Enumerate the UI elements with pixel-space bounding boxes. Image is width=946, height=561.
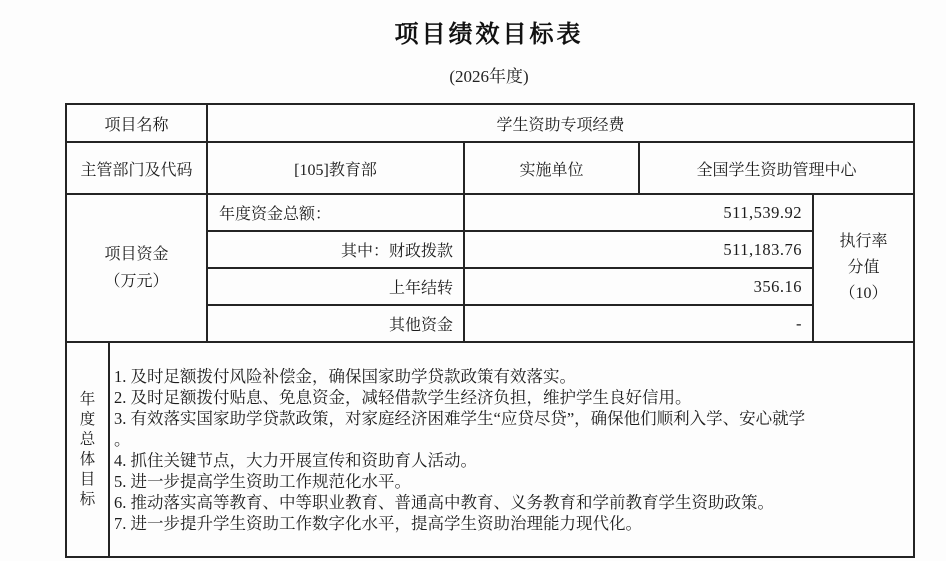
goal-line-3: 3. 有效落实国家助学贷款政策，对家庭经济困难学生“应贷尽贷”，确保他们顺利入学、安心就学 — [114, 408, 806, 428]
goal-line-5: 5. 进一步提高学生资助工作规范化水平。 — [114, 471, 411, 491]
goal-line-4: 4. 抓住关键节点，大力开展宣传和资助育人活动。 — [114, 450, 477, 470]
annual-goals-content-cell — [109, 342, 914, 557]
annual-goals-label-cell — [66, 342, 109, 557]
goals-label-char: 标 — [79, 490, 96, 508]
execution-rate-score-cell — [813, 194, 914, 342]
goals-label-char: 总 — [79, 430, 96, 448]
department-value-cell: [105]教育部 — [207, 142, 464, 194]
score-line2: 分值 — [847, 259, 880, 276]
department-label-cell: 主管部门及代码 — [66, 142, 207, 194]
annual-goals-row — [66, 342, 914, 557]
goal-line-2: 2. 及时足额拨付贴息、免息资金，减轻借款学生经济负担，维护学生良好信用。 — [114, 387, 692, 407]
funding-carryover-label-cell: 上年结转 — [207, 268, 464, 305]
goals-label-char: 度 — [79, 410, 96, 428]
impl-unit-value-cell: 全国学生资助管理中心 — [639, 142, 914, 194]
funding-fiscal-label-cell: 其中：财政拨款 — [207, 231, 464, 268]
impl-unit-label-cell: 实施单位 — [464, 142, 639, 194]
goals-label-char: 年 — [79, 390, 96, 408]
goal-line-1: 1. 及时足额拨付风险补偿金，确保国家助学贷款政策有效落实。 — [114, 366, 576, 386]
project-name-row — [66, 104, 914, 142]
funding-row-total — [66, 194, 914, 231]
funding-section-label-cell — [66, 194, 207, 342]
doc-year: (2026年度) — [449, 67, 529, 86]
funding-other-label-cell: 其他资金 — [207, 305, 464, 342]
page-title: 项目绩效目标表 — [394, 22, 584, 48]
funding-total-label-cell: 年度资金总额： — [207, 194, 464, 231]
funding-carryover-value-cell: 356.16 — [464, 268, 813, 305]
score-line1: 执行率 — [839, 233, 888, 250]
funding-label-line2: （万元） — [104, 273, 169, 290]
goals-label-char: 目 — [79, 470, 96, 488]
goals-label-char: 体 — [79, 450, 96, 468]
score-line3: （10） — [839, 285, 888, 302]
funding-label-line1: 项目资金 — [104, 246, 169, 263]
funding-total-value-cell: 511,539.92 — [464, 194, 813, 231]
goal-line-7: 7. 进一步提升学生资助工作数字化水平，提高学生资助治理能力现代化。 — [114, 513, 642, 533]
goal-line-3-wrap: 。 — [114, 429, 131, 449]
goal-line-6: 6. 推动落实高等教育、中等职业教育、普通高中教育、义务教育和学前教育学生资助政策。 — [114, 492, 774, 512]
funding-other-value-cell: - — [464, 305, 813, 342]
performance-target-table — [65, 103, 915, 558]
department-row — [66, 142, 914, 194]
project-name-value-cell: 学生资助专项经费 — [207, 104, 914, 142]
funding-fiscal-value-cell: 511,183.76 — [464, 231, 813, 268]
project-name-label-cell: 项目名称 — [66, 104, 207, 142]
